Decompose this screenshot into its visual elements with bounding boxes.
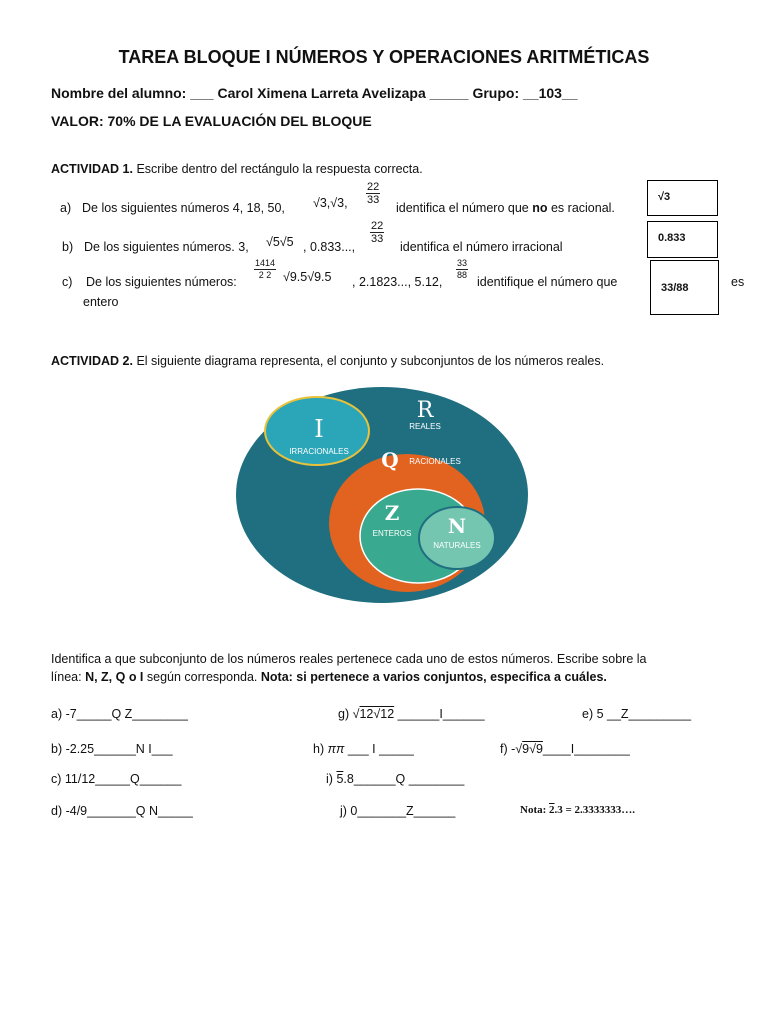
- item-c-line2: entero: [83, 295, 119, 309]
- item-b-frac-den: 33: [371, 233, 384, 245]
- identify-g-pre: g): [338, 707, 350, 721]
- item-b-fraction: [370, 220, 384, 245]
- identify-line2-bold2: Nota: si pertenece a varios conjuntos, especifica a cuáles.: [260, 670, 607, 684]
- item-b-text: De los siguientes números. 3,: [84, 240, 249, 254]
- identify-a: a) -7_____Q Z________: [51, 707, 188, 721]
- naturales-label: NATURALES: [433, 541, 481, 550]
- irracionales-letter: I: [314, 415, 324, 443]
- item-c-frac1-num: 1414: [255, 258, 276, 268]
- item-c-fraction-1: [254, 258, 276, 281]
- reales-label: REALES: [409, 422, 441, 431]
- identify-i-pre: i): [326, 772, 333, 786]
- identify-d: d) -4/9_______Q N_____: [51, 804, 193, 818]
- item-b-suffix: identifica el número irracional: [400, 240, 563, 254]
- identify-line2-pre: línea:: [51, 670, 82, 684]
- item-a-suffix: [396, 201, 615, 215]
- activity1-instruction: Escribe dentro del rectángulo la respuesta correcta.: [136, 162, 423, 176]
- item-a-radical: √3,√3,: [313, 196, 348, 210]
- valor-line: VALOR: 70% DE LA EVALUACIÓN DEL BLOQUE: [51, 113, 372, 129]
- answer-c: 33/88: [661, 282, 689, 294]
- racionales-letter: Q: [381, 448, 399, 472]
- reales-letter: R: [416, 398, 434, 423]
- identify-line2-mid: según corresponda.: [146, 670, 258, 684]
- item-c-frac2-num: 33: [457, 258, 468, 268]
- item-a-prefix: a): [60, 201, 72, 215]
- identify-g-radical: 12√12: [359, 707, 395, 721]
- identify-f-radical: 9√9: [522, 742, 543, 756]
- identify-g: g) √12√12 ______I______: [338, 707, 485, 721]
- item-c-suffix: identifique el número que: [477, 275, 618, 289]
- identify-h-pi: ππ: [327, 742, 345, 756]
- item-c-frac2-den: 88: [457, 270, 468, 280]
- item-b-radical: √5√5: [266, 235, 294, 249]
- identify-g-post: ______I______: [397, 707, 485, 721]
- item-c-mid: , 2.1823..., 5.12,: [352, 275, 443, 289]
- activity1-label: ACTIVIDAD 1.: [51, 162, 133, 176]
- identify-b: b) -2.25______N I___: [51, 742, 173, 756]
- identify-h-pre: h): [313, 742, 325, 756]
- identify-i-post: .8______Q ________: [343, 772, 465, 786]
- item-a-suffix-pre: identifica el número que: [396, 201, 529, 215]
- item-c-suffix-end: es: [731, 275, 745, 289]
- naturales-letter: N: [447, 514, 467, 538]
- answer-box-a[interactable]: [647, 180, 718, 216]
- identify-line1: Identifica a que subconjunto de los números reales pertenece cada uno de estos números. Escribe sobre la: [51, 652, 647, 666]
- item-a-frac-den: 33: [367, 194, 380, 206]
- item-a-text: De los siguientes números 4, 18, 50,: [82, 201, 285, 215]
- answer-box-c[interactable]: [650, 260, 719, 315]
- item-c-frac1-den: 2 2: [258, 270, 272, 280]
- identify-i-repeating-digit: 5: [336, 772, 344, 786]
- answer-a: √3: [658, 191, 671, 203]
- activity2-heading: [51, 354, 604, 368]
- item-a-fraction: [366, 181, 380, 206]
- identify-h-post: ___ I _____: [347, 742, 414, 756]
- identify-c: c) 11/12_____Q______: [51, 772, 182, 786]
- identify-f: f) -√9√9____I________: [500, 742, 630, 756]
- item-b-prefix: b): [62, 240, 74, 254]
- item-b-frac-num: 22: [371, 220, 384, 232]
- page-title: TAREA BLOQUE I NÚMEROS Y OPERACIONES ARITMÉTICAS: [118, 47, 650, 67]
- identify-f-pre: f) -: [500, 742, 516, 756]
- identify-h: [313, 742, 414, 756]
- enteros-letter: Z: [384, 501, 400, 525]
- identify-nota-pre: Nota:: [520, 804, 547, 816]
- activity1-heading: [51, 162, 423, 176]
- item-c-text: De los siguientes números:: [86, 275, 237, 289]
- answer-b: 0.833: [658, 232, 686, 244]
- identify-j: j) 0_______Z______: [340, 804, 456, 818]
- student-line: Nombre del alumno: ___ Carol Ximena Larreta Avelizapa _____ Grupo: __103__: [51, 85, 578, 101]
- answer-box-b[interactable]: [647, 221, 718, 258]
- identify-e: e) 5 __Z_________: [582, 707, 692, 721]
- item-a-suffix-bold: no: [532, 201, 548, 215]
- irracionales-label: IRRACIONALES: [289, 447, 349, 456]
- identify-nota-repeating-digit: 2: [549, 804, 555, 816]
- item-c-prefix: c): [62, 275, 73, 289]
- item-c-radical: √9.5√9.5: [283, 270, 332, 284]
- identify-nota: [520, 804, 635, 816]
- item-a-suffix-post: es racional.: [550, 201, 615, 215]
- identify-line2: [51, 670, 607, 684]
- racionales-label: RACIONALES: [409, 457, 461, 466]
- activity2-text: El siguiente diagrama representa, el conjunto y subconjuntos de los números reales.: [136, 354, 605, 368]
- item-b-mid: , 0.833...,: [303, 240, 356, 254]
- identify-nota-post: .3 = 2.3333333….: [554, 804, 636, 816]
- identify-f-post: ____I________: [542, 742, 630, 756]
- real-numbers-diagram: [232, 383, 532, 608]
- item-c-fraction-2: [456, 258, 468, 281]
- identify-line2-bold1: N, Z, Q o I: [85, 670, 144, 684]
- identify-i: [326, 772, 464, 786]
- activity2-label: ACTIVIDAD 2.: [51, 354, 133, 368]
- item-a-frac-num: 22: [367, 181, 380, 193]
- enteros-label: ENTEROS: [372, 529, 412, 538]
